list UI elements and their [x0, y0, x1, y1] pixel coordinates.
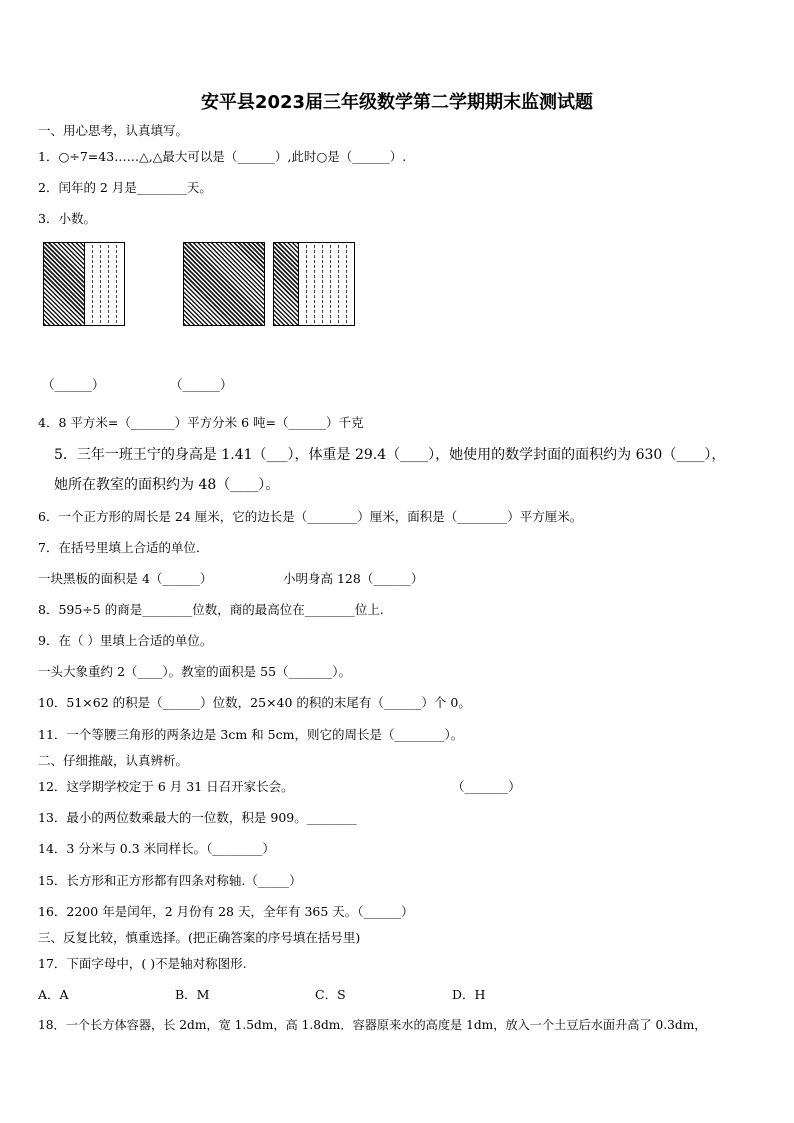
question-6: 6．一个正方形的周长是 24 厘米，它的边长是（________）厘米，面积是（________）平方厘米。: [38, 509, 583, 524]
question-2: 2．闰年的 2 月是________天。: [38, 180, 212, 195]
question-9: 9．在（ ）里填上合适的单位。: [38, 633, 213, 648]
question-9-part-a: 一头大象重约 2（____）。教室的面积是 55（_______）。: [38, 664, 352, 679]
question-16: 16．2200 年是闰年，2 月份有 28 天，全年有 365 天。（______）: [38, 904, 414, 919]
question-8: 8．595÷5 的商是________位数，商的最高位在________位上.: [38, 602, 384, 617]
question-3-blank-a: （______）: [42, 377, 105, 392]
question-5-line-2: 她所在教室的面积约为 48（____）。: [54, 477, 280, 493]
section-1-heading: 一、用心思考，认真填写。: [38, 123, 189, 138]
question-13: 13．最小的两位数乘最大的一位数，积是 909。________: [38, 810, 357, 825]
decimal-figure-1: [43, 242, 125, 326]
question-3: 3．小数。: [38, 211, 96, 226]
question-17-option-a: A．A: [38, 987, 69, 1002]
question-15: 15．长方形和正方形都有四条对称轴.（_____）: [38, 873, 302, 888]
question-17: 17．下面字母中，( )不是轴对称图形.: [38, 956, 247, 971]
decimal-figure-2: [183, 242, 265, 326]
question-7-part-a: 一块黑板的面积是 4（______）: [38, 571, 213, 586]
question-14: 14．3 分米与 0.3 米同样长。（________）: [38, 841, 275, 856]
question-1: 1．○÷7=43……△,△最大可以是（______）,此时○是（______）.: [38, 149, 407, 164]
question-7: 7．在括号里填上合适的单位．: [38, 540, 209, 555]
question-17-option-d: D．H: [452, 987, 486, 1002]
question-4: 4．8 平方米=（_______）平方分米 6 吨=（______）千克: [38, 415, 364, 430]
decimal-figure-3: [273, 242, 355, 326]
question-3-blank-b: （______）: [170, 377, 233, 392]
page-title: 安平县2023届三年级数学第二学期期末监测试题: [200, 92, 594, 113]
section-2-heading: 二、仔细推敲，认真辨析。: [38, 753, 189, 768]
question-10: 10．51×62 的积是（______）位数，25×40 的积的末尾有（______）个 0。: [38, 695, 471, 710]
question-5-line-1: 5．三年一班王宁的身高是 1.41（___），体重是 29.4（____），她使用的数学封面的面积约为 630（____），: [54, 447, 726, 463]
question-12-blank: （_______）: [452, 779, 521, 794]
question-17-option-b: B．M: [175, 987, 210, 1002]
section-3-heading: 三、反复比较，慎重选择。(把正确答案的序号填在括号里): [38, 930, 361, 945]
question-17-option-c: C．S: [315, 987, 346, 1002]
question-11: 11．一个等腰三角形的两条边是 3cm 和 5cm，则它的周长是（________）。: [38, 727, 464, 742]
question-7-part-b: 小明身高 128（______）: [283, 571, 424, 586]
question-18: 18．一个长方体容器，长 2dm，宽 1.5dm，高 1.8dm．容器原来水的高度是 1dm，放入一个土豆后水面升高了 0.3dm，: [38, 1018, 707, 1032]
question-12: 12．这学期学校定于 6 月 31 日召开家长会。: [38, 779, 294, 794]
